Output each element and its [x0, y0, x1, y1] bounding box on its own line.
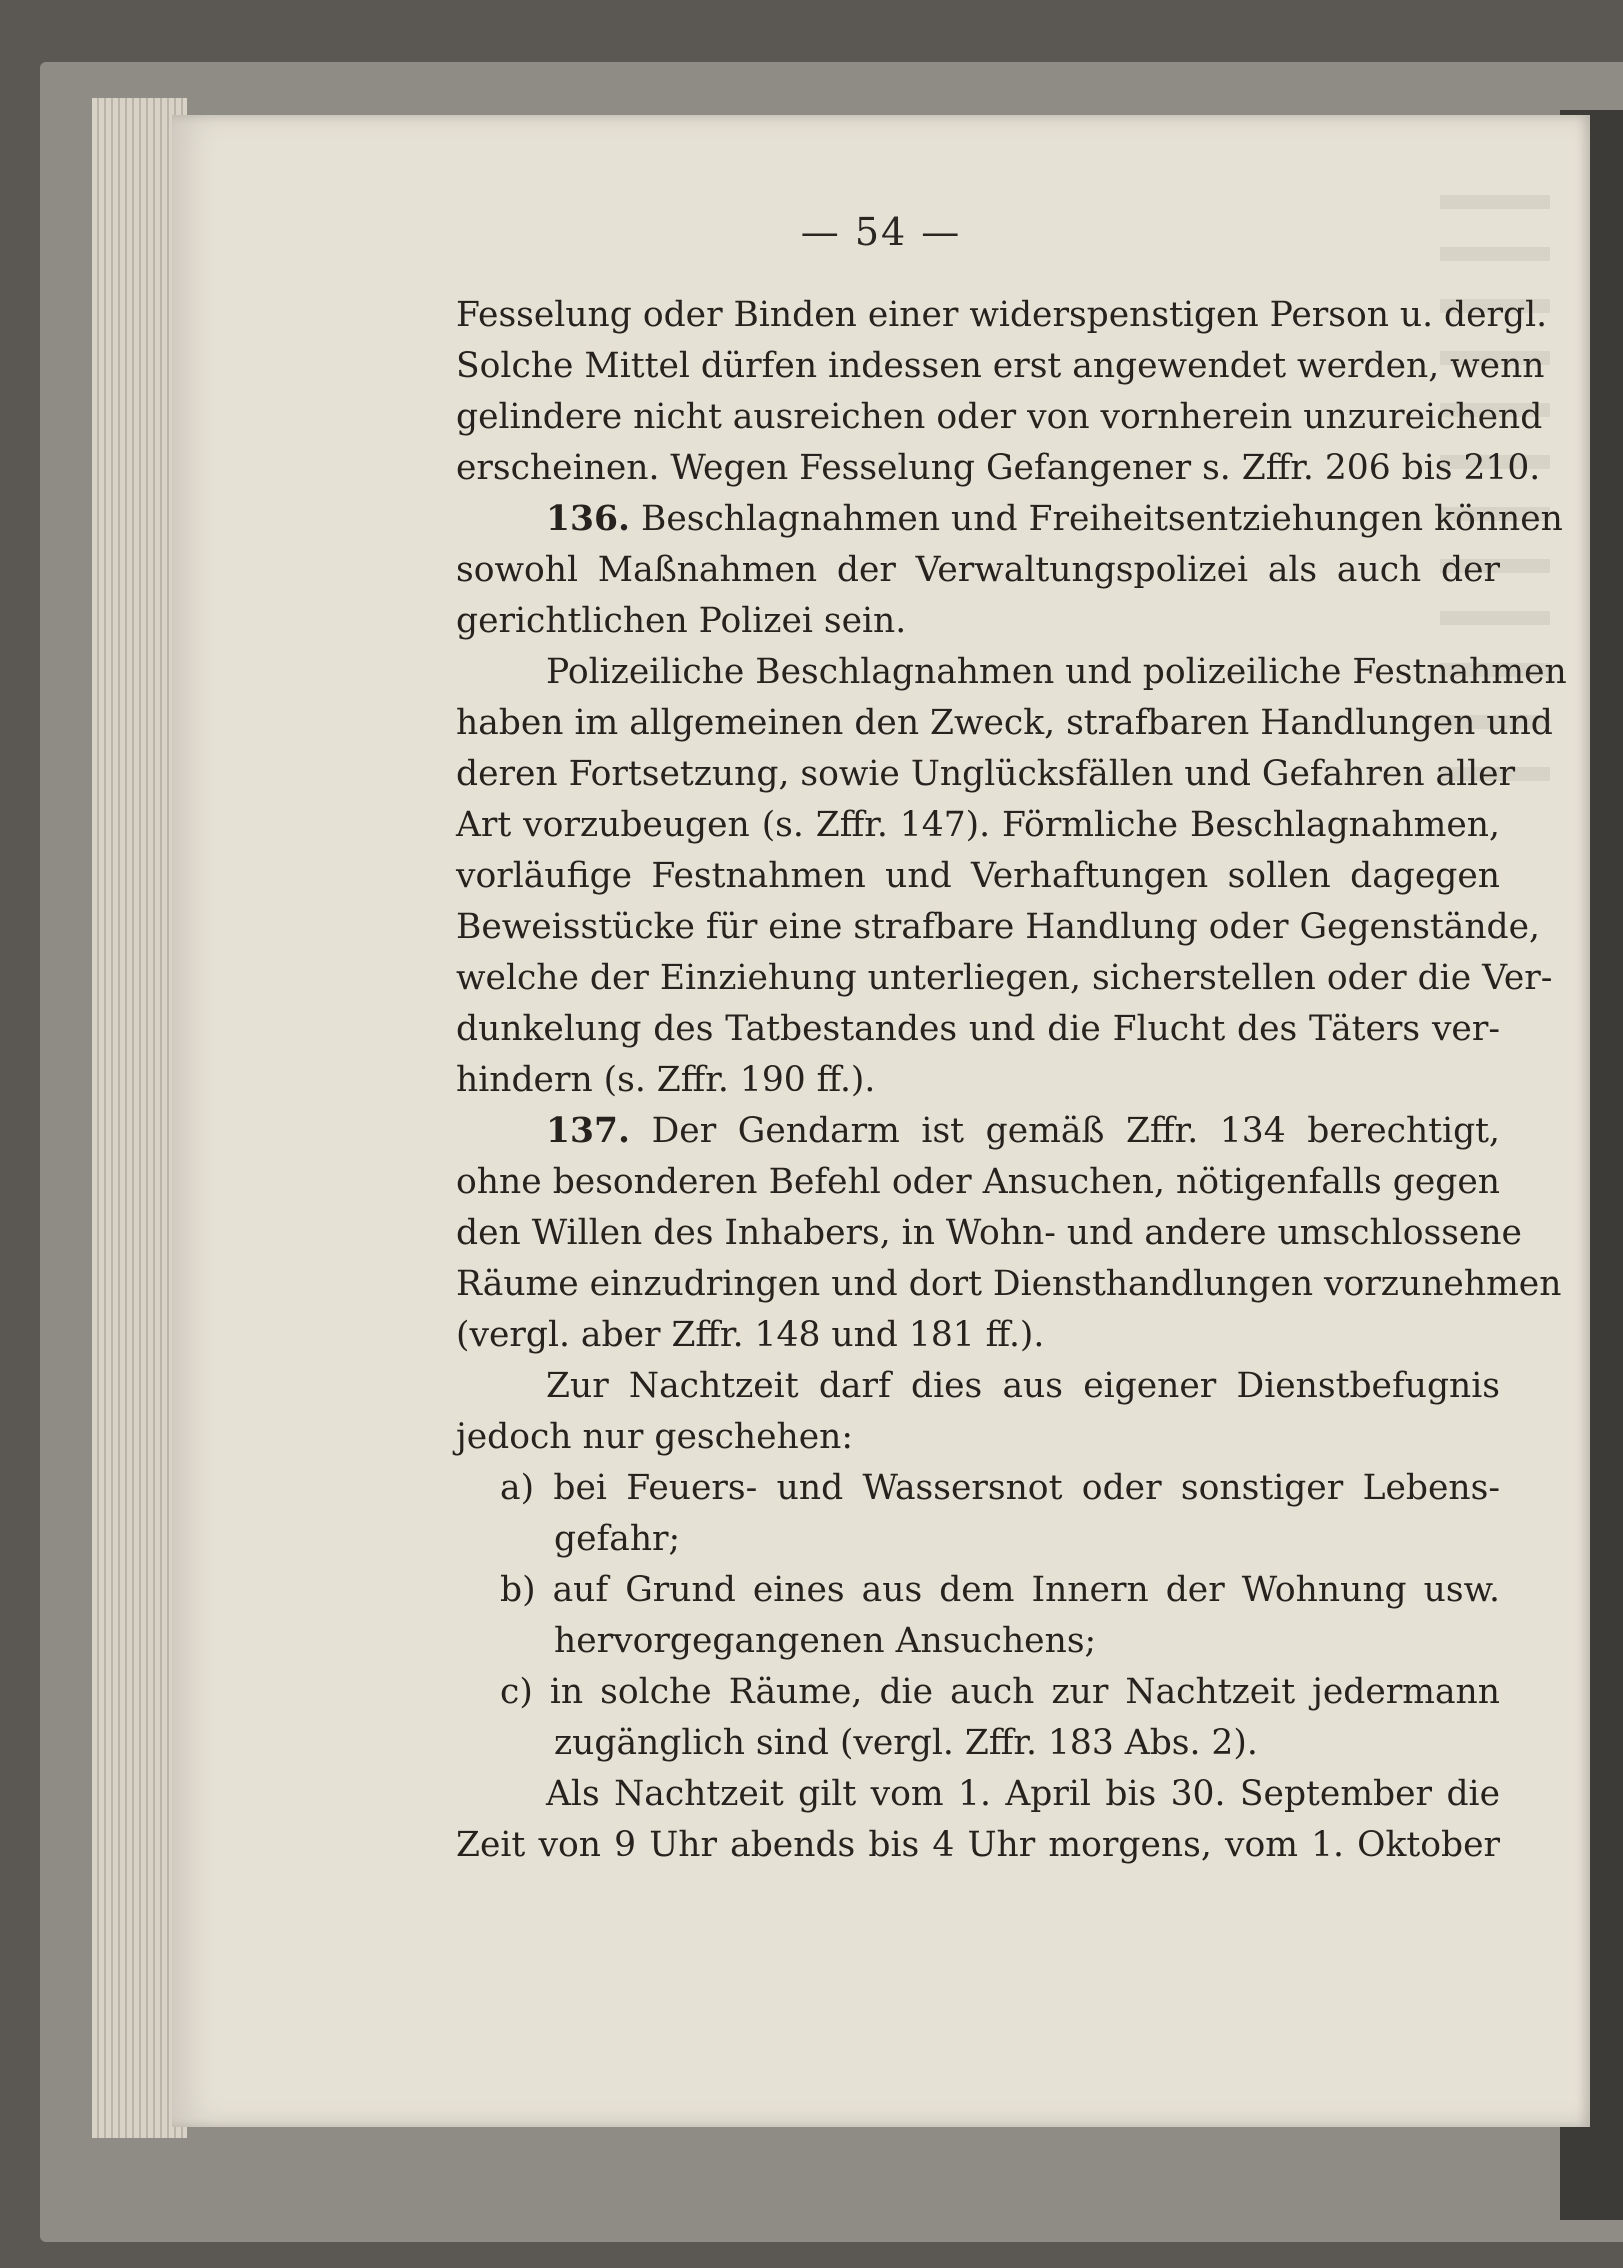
text-line: welche der Einziehung unterliegen, sicherstellen oder die Ver- — [456, 958, 1553, 998]
paragraph-136-first-line — [456, 494, 1563, 545]
text-line: sowohl Maßnahmen der Verwaltungspolizei als auch der — [456, 550, 1500, 590]
text-line: Zur Nachtzeit darf dies aus eigener Dienstbefugnis — [546, 1366, 1500, 1406]
text-line: Polizeiliche Beschlagnahmen und polizeiliche Festnahmen — [546, 652, 1567, 692]
text-line: ohne besonderen Befehl oder Ansuchen, nötigenfalls gegen — [456, 1162, 1500, 1202]
text-line: erscheinen. Wegen Fesselung Gefangener s. Zffr. 206 bis 210. — [456, 448, 1541, 488]
text-line: vorläufige Festnahmen und Verhaftungen sollen dagegen — [456, 856, 1500, 896]
text-line: jedoch nur geschehen: — [456, 1417, 854, 1457]
text-line: Beschlagnahmen und Freiheitsentziehungen können — [641, 499, 1563, 539]
list-item-a: a) bei Feuers- und Wassersnot oder sonstiger Lebens- — [500, 1468, 1500, 1508]
page-number: — 54 — — [800, 210, 962, 254]
text-line: hindern (s. Zffr. 190 ff.). — [456, 1060, 876, 1100]
text-line: gerichtlichen Polizei sein. — [456, 601, 907, 641]
list-item-c: c) in solche Räume, die auch zur Nachtzeit jedermann — [500, 1672, 1500, 1712]
list-item-b-continuation: hervorgegangenen Ansuchens; — [554, 1621, 1097, 1661]
text-line: deren Fortsetzung, sowie Unglücksfällen und Gefahren aller — [456, 754, 1516, 794]
text-line: gelindere nicht ausreichen oder von vornherein unzureichend — [456, 397, 1543, 437]
text-line: Art vorzubeugen (s. Zffr. 147). Förmliche Beschlagnahmen, — [456, 805, 1500, 845]
book-page — [172, 115, 1590, 2127]
text-line: Der Gendarm ist gemäß Zffr. 134 berechtigt, — [651, 1111, 1500, 1151]
text-line: Zeit von 9 Uhr abends bis 4 Uhr morgens, vom 1. Oktober — [456, 1825, 1500, 1865]
text-line: dunkelung des Tatbestandes und die Flucht des Täters ver- — [456, 1009, 1500, 1049]
paragraph-number-136: 136. — [546, 499, 631, 539]
paragraph-137-first-line — [456, 1106, 1500, 1157]
text-line: haben im allgemeinen den Zweck, strafbaren Handlungen und — [456, 703, 1553, 743]
list-item-c-continuation: zugänglich sind (vergl. Zffr. 183 Abs. 2). — [554, 1723, 1258, 1763]
text-line: (vergl. aber Zffr. 148 und 181 ff.). — [456, 1315, 1045, 1355]
text-line: Als Nachtzeit gilt vom 1. April bis 30. September die — [546, 1774, 1500, 1814]
text-line: Solche Mittel dürfen indessen erst angewendet werden, wenn — [456, 346, 1545, 386]
list-item-b: b) auf Grund eines aus dem Innern der Wohnung usw. — [500, 1570, 1500, 1610]
text-line: Räume einzudringen und dort Diensthandlungen vorzunehmen — [456, 1264, 1562, 1304]
list-item-a-continuation: gefahr; — [554, 1519, 681, 1559]
text-line: Fesselung oder Binden einer widerspenstigen Person u. dergl. — [456, 295, 1548, 335]
paragraph-number-137: 137. — [546, 1111, 631, 1151]
text-line: Beweisstücke für eine strafbare Handlung oder Gegenstände, — [456, 907, 1541, 947]
body-text — [456, 290, 1567, 1871]
text-line: den Willen des Inhabers, in Wohn- und andere umschlossene — [456, 1213, 1522, 1253]
